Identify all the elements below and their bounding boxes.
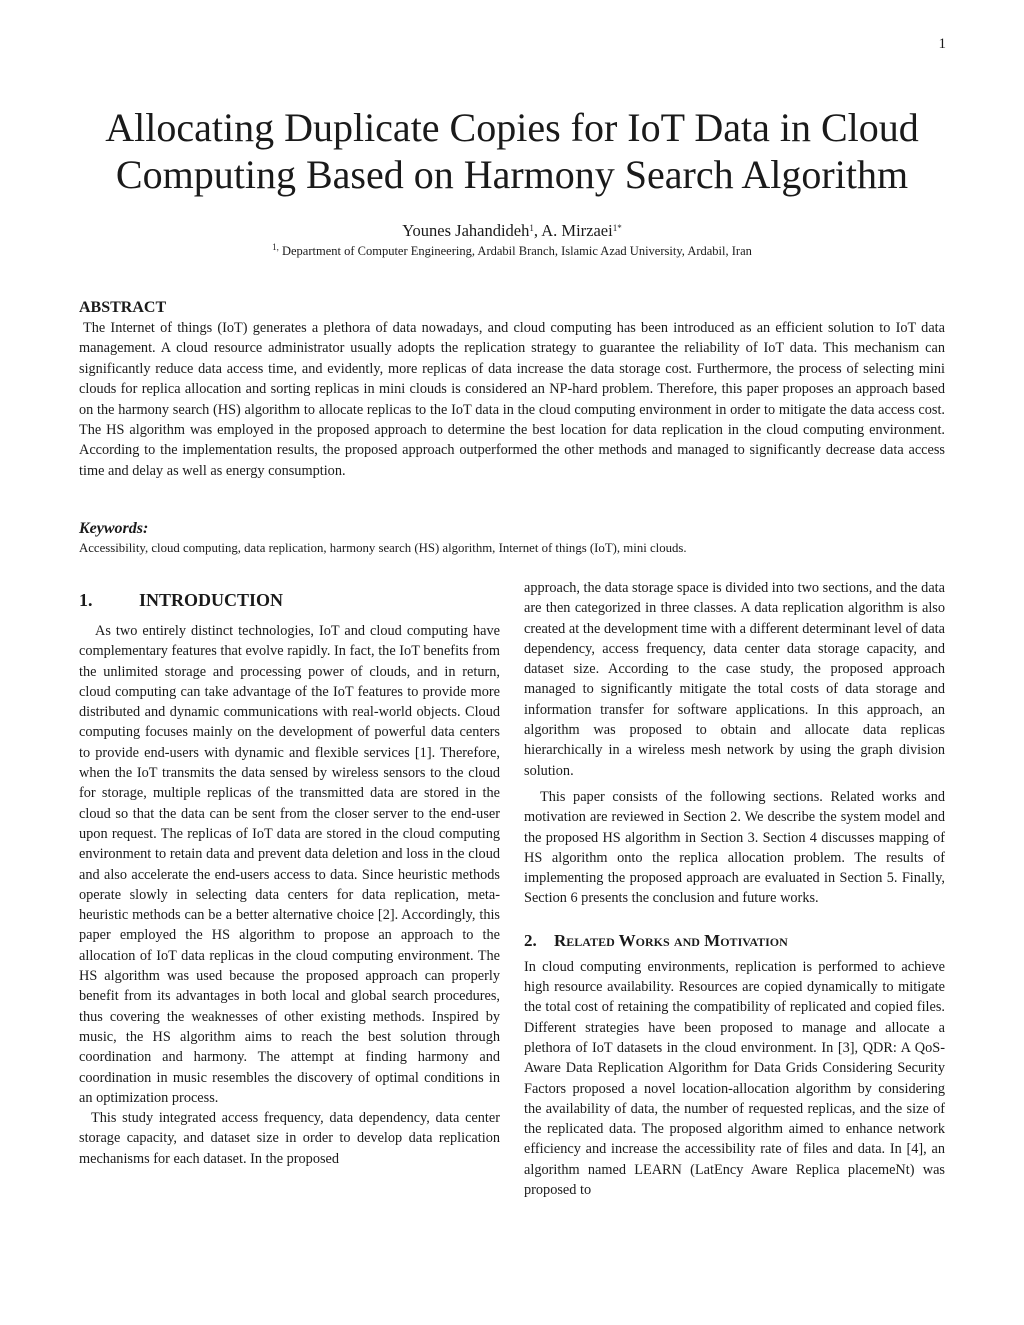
author-separator: , xyxy=(533,221,542,240)
abstract-heading: ABSTRACT xyxy=(79,299,167,316)
affiliation-mark: 1, xyxy=(272,242,279,252)
section-2-heading xyxy=(524,931,945,951)
right-column xyxy=(524,578,945,1200)
left-column xyxy=(79,590,500,1169)
intro-paragraph-2: This study integrated access frequency, data dependency, data center storage capacity, and dataset size in order to develop data replication mechanisms for each dataset. In the proposed xyxy=(79,1110,500,1167)
author-1: Younes Jahandideh xyxy=(402,221,530,240)
related-works-paragraph-1: In cloud computing environments, replication is performed to achieve high resource availability. Resources are copied dynamically to mitigate the total cost of retaining the compatibility of replicated and copied files. Different strategies have been proposed to manage and allocate a plethora of IoT datasets in the cloud environment. In [3], QDR: A QoS-Aware Data Replication Algorithm for Data Grids Considering Security Factors proposed a novel location-allocation algorithm by considering the availability of data, the number of requested replicas, and the size of the replicated data. The proposed algorithm aimed to enhance network efficiency and increase the accessibility rate of files and data. In [4], an algorithm named LEARN (LatEncy Aware Replica placemeNt) was proposed to xyxy=(524,958,945,1199)
affiliation-text: Department of Computer Engineering, Ardabil Branch, Islamic Azad University, Ardabil, Iran xyxy=(278,244,752,258)
author-2: A. Mirzaei xyxy=(541,221,613,240)
keywords-heading: Keywords: xyxy=(79,520,149,537)
intro-paragraph-3: This paper consists of the following sections. Related works and motivation are reviewed in Section 2. We describe the system model and the proposed HS algorithm in Section 3. Section 4 discusses mapping of HS algorithm onto the replica allocation problem. The results of implementing the proposed approach are evaluated in Section 5. Finally, Section 6 presents the conclusion and future works. xyxy=(524,788,945,907)
title-line-2: Computing Based on Harmony Search Algorithm xyxy=(115,152,909,197)
title-line-1: Allocating Duplicate Copies for IoT Data in Cloud xyxy=(105,105,919,150)
section-1-title: INTRODUCTION xyxy=(139,590,284,610)
intro-paragraph-2-continued: approach, the data storage space is divided into two sections, and the data are then categorized in three classes. A data replication algorithm is also created at the development time with a different determinant level of data dependency, access frequency, data center data storage capacity, and dataset size. According to the case study, the proposed approach managed to significantly mitigate the total costs of data storage and information transfer for software applications. In this approach, an algorithm was proposed to obtain and allocate data replicas hierarchically in a wireless mesh network by using the graph division solution. xyxy=(524,580,945,779)
section-2-number: 2. xyxy=(524,930,537,950)
author-1-affiliation-mark: 1 xyxy=(529,223,534,233)
keywords-text: Accessibility, cloud computing, data replication, harmony search (HS) algorithm, Internet of things (IoT), mini clouds. xyxy=(79,541,687,555)
author-line xyxy=(0,221,1024,241)
author-2-affiliation-mark: 1* xyxy=(612,223,622,233)
section-2-title: Related Works and Motivation xyxy=(554,930,788,950)
section-1-heading xyxy=(79,590,500,611)
affiliation xyxy=(0,244,1024,259)
page-number: 1 xyxy=(938,36,946,52)
section-1-number: 1. xyxy=(79,590,93,610)
abstract-text: The Internet of things (IoT) generates a plethora of data nowadays, and cloud computing has been introduced as an efficient solution to IoT data management. A cloud resource administrator usually adopts the replication strategy to guarantee the reliability of IoT data. This mechanism can significantly reduce data access time, and evidently, more replicas of data increase the data storage cost. Furthermore, the process of selecting mini clouds for replica allocation and sorting replicas in mini clouds is considered an NP-hard problem. Therefore, this paper proposes an approach based on the harmony search (HS) algorithm to allocate replicas to the IoT data in the cloud computing environment in order to mitigate the data access cost. The HS algorithm was employed in the proposed approach to determine the best location for data replication in the cloud computing environment. According to the implementation results, the proposed approach outperformed the other methods and managed to significantly decrease data access time and delay as well as energy consumption. xyxy=(79,320,945,479)
intro-paragraph-1: As two entirely distinct technologies, IoT and cloud computing have complementary features that evolve rapidly. In fact, the IoT benefits from the unlimited storage and processing power of clouds, and in return, cloud computing can take advantage of the IoT features to provide more distributed and dynamic communications with real-world objects. Cloud computing focuses mainly on the development of powerful data centers to provide end-users with dynamic and flexible services [1]. Therefore, when the IoT transmits the data sensed by wireless sensors to the cloud for storage, multiple replicas of the transmitted data are stored in the cloud so that the data can be sent from the closer server to the end-user upon request. The replicas of IoT data are stored in the cloud computing environment to retain data and prevent data deletion and loss in the cloud and also accelerate the end-users access to data. Since heuristic methods operate slowly in selecting data centers for data replication, meta-heuristic methods can be a better alternative choice [2]. Accordingly, this paper employed the HS algorithm to propose an approach to the allocation of IoT data replicas in the cloud computing environment. The HS algorithm was used because the proposed approach can properly benefit from its advantages in both local and global search procedures, thus covering the weaknesses of other existing methods. Inspired by music, the HS algorithm aims to reach the best solution through coordination and harmony. The attempt at finding harmony and coordination in music resembles the discovery of optimal conditions in an optimization process. xyxy=(79,623,500,1106)
paper-title xyxy=(60,104,964,198)
